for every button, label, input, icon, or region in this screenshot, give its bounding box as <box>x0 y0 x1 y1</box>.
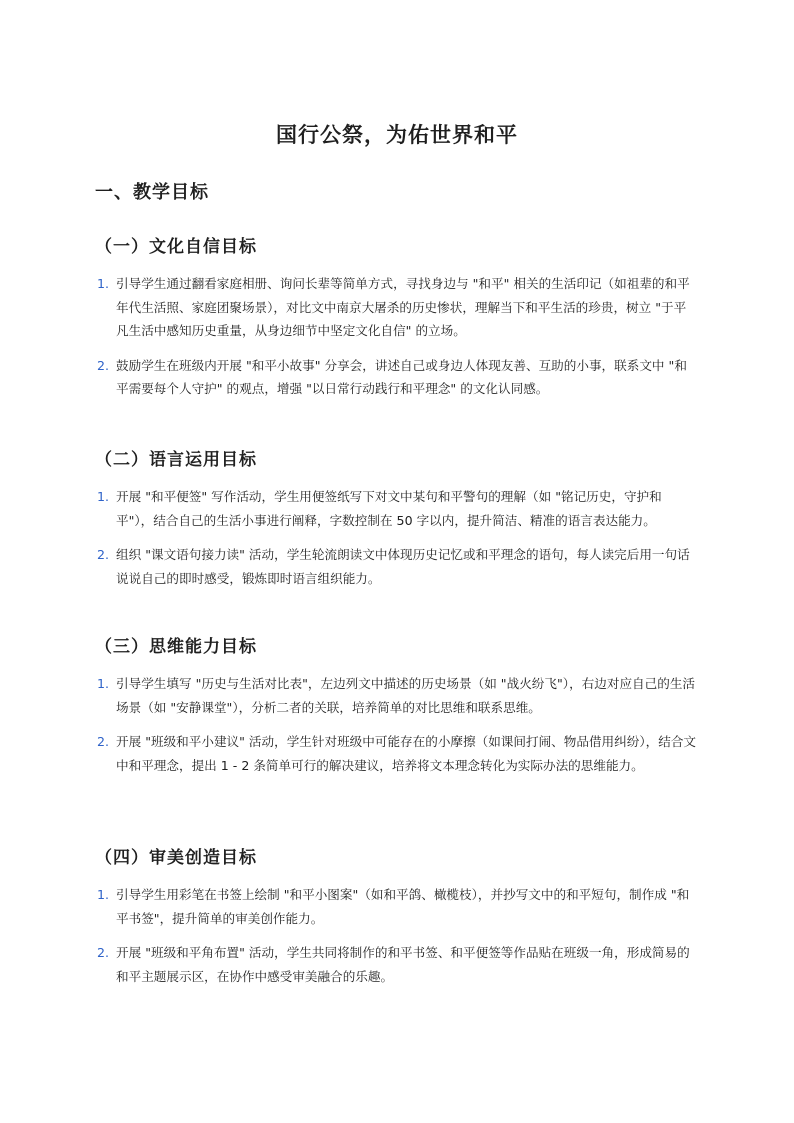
document-title: 国行公祭，为佑世界和平 <box>276 123 518 147</box>
goal-list-thinking-ability <box>95 672 698 788</box>
list-item-text: 开展 "班级和平角布置" 活动，学生共同将制作的和平书签、和平便签等作品贴在班级一角，形成简易的和平主题展示区，在协作中感受审美融合的乐趣。 <box>116 945 690 984</box>
subsection-heading-aesthetic-creation: （四）审美创造目标 <box>95 848 257 868</box>
list-item <box>95 941 698 988</box>
list-item <box>95 272 698 343</box>
list-item-text: 引导学生用彩笔在书签上绘制 "和平小图案"（如和平鸽、橄榄枝），并抄写文中的和平短句，制作成 "和平书签"，提升简单的审美创作能力。 <box>116 887 690 926</box>
list-number: 1. <box>97 276 110 291</box>
list-item <box>95 883 698 930</box>
list-number: 1. <box>97 887 110 902</box>
list-item <box>95 672 698 719</box>
section-heading-teaching-goals: 一、教学目标 <box>95 182 209 203</box>
list-number: 1. <box>97 489 110 504</box>
list-item-text: 引导学生填写 "历史与生活对比表"，左边列文中描述的历史场景（如 "战火纷飞"），右边对应自己的生活场景（如 "安静课堂"），分析二者的关联，培养简单的对比思维和联系思维。 <box>116 676 696 715</box>
list-item <box>95 354 698 401</box>
list-number: 2. <box>97 734 110 750</box>
goal-list-cultural-confidence <box>95 272 698 412</box>
list-item-text: 开展 "和平便签" 写作活动，学生用便签纸写下对文中某句和平警句的理解（如 "铭记历史，守护和平"），结合自己的生活小事进行阐释，字数控制在 50 字以内，提升简洁、精准的语言表达能力。 <box>116 489 662 528</box>
list-number: 2. <box>97 547 110 563</box>
subsection-heading-language-use: （二）语言运用目标 <box>95 450 257 470</box>
list-item-text: 鼓励学生在班级内开展 "和平小故事" 分享会，讲述自己或身边人体现友善、互助的小事，联系文中 "和平需要每个人守护" 的观点，增强 "以日常行动践行和平理念" 的文化认同感。 <box>116 357 687 397</box>
list-item-text: 组织 "课文语句接力读" 活动，学生轮流朗读文中体现历史记忆或和平理念的语句，每人读完后用一句话说说自己的即时感受，锻炼即时语言组织能力。 <box>116 547 690 586</box>
list-number: 1. <box>97 676 110 691</box>
list-item <box>95 543 698 590</box>
list-item <box>95 730 698 777</box>
list-item-text: 开展 "班级和平小建议" 活动，学生针对班级中可能存在的小摩擦（如课间打闹、物品借用纠纷），结合文中和平理念，提出 1 - 2 条简单可行的解决建议，培养将文本理念转化为实际办法的思维能力。 <box>116 734 697 773</box>
list-item-text: 引导学生通过翻看家庭相册、询问长辈等简单方式，寻找身边与 "和平" 相关的生活印记（如祖辈的和平年代生活照、家庭团聚场景），对比文中南京大屠杀的历史惨状，理解当下和平生活的珍贵，树立 "于平凡生活中感知历史重量，从身边细节中坚定文化自信" 的立场。 <box>116 276 690 339</box>
list-item <box>95 485 698 532</box>
goal-list-language-use <box>95 485 698 601</box>
list-number: 2. <box>97 357 110 373</box>
subsection-heading-thinking-ability: （三）思维能力目标 <box>95 637 257 657</box>
subsection-heading-cultural-confidence: （一）文化自信目标 <box>95 237 257 257</box>
goal-list-aesthetic-creation <box>95 883 698 999</box>
list-number: 2. <box>97 945 110 961</box>
